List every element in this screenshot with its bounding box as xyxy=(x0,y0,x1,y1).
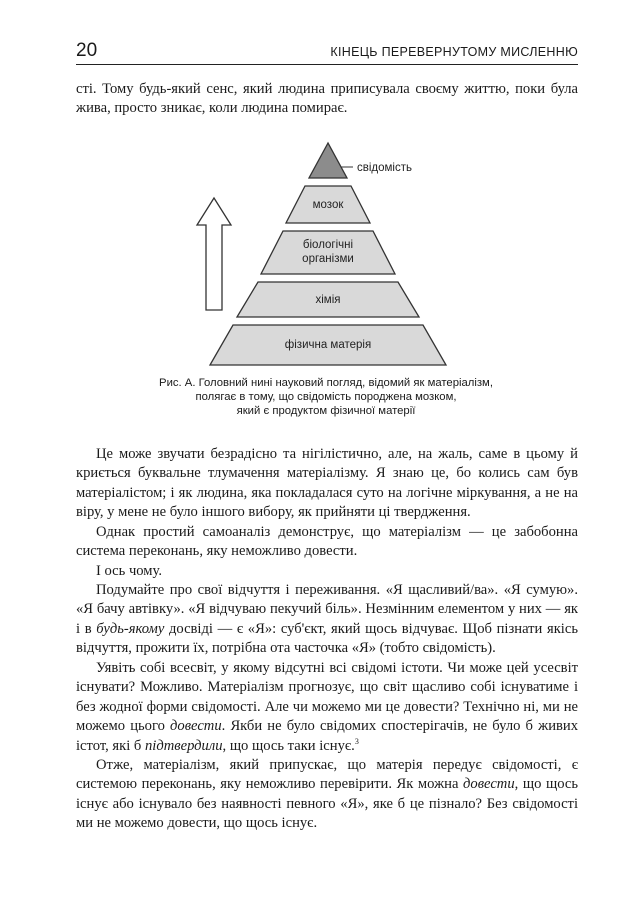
page-number: 20 xyxy=(76,40,98,61)
p5-emphasis-2: підтвердили xyxy=(144,737,223,754)
p6-text-b: , що щось існує або існувало без наявності певного «Я», яке б це пізнало? Без свідомості ми не можемо довести, що щось існує. xyxy=(76,776,578,832)
label-brain: мозок xyxy=(312,199,344,211)
p4-emphasis: будь-якому xyxy=(96,620,165,637)
paragraph-4 xyxy=(76,581,578,659)
pyramid-level-consciousness xyxy=(309,143,347,178)
p5-text-c: , що щось таки існує. xyxy=(222,737,355,754)
caption-line-1: Рис. А. Головний нині науковий погляд, відомий як матеріалізм, xyxy=(159,377,493,389)
upward-arrow-icon xyxy=(197,198,231,310)
page-header xyxy=(76,40,578,65)
p5-emphasis-1: довести xyxy=(170,718,222,735)
label-biological-line2: організми xyxy=(302,253,354,265)
footnote-marker: 3 xyxy=(354,736,359,746)
paragraph-2: Однак простий самоаналіз демонструє, що матеріалізм — це забобонна система переконань, яку неможливо довести. xyxy=(76,524,578,560)
label-chemistry: хімія xyxy=(315,294,341,306)
paragraph-3: І ось чому. xyxy=(96,563,163,579)
p4-text-b: досвіді — є «Я»: суб'єкт, який щось відчуває. Щоб пізнати якісь відчуття, прожити їх, потрібна ота часточка «Я» (тобто свідомість). xyxy=(76,620,578,657)
p5-text-a: Уявіть собі всесвіт, у якому відсутні всі свідомі істоти. Чи може цей усесвіт існувати? Можливо. Матеріалізм прогнозує, що світ щасливо собі існуватиме і без жодної форми свідомості. Але чи можемо ми це довести? Технічно ні, ми не можемо цього xyxy=(76,660,578,735)
paragraph-6 xyxy=(76,756,578,834)
p4-text-a: Подумайте про свої відчуття і переживання. «Я щасливий/ва». «Я сумую». «Я бачу автівку». «Я відчуваю пекучий біль». Незмінним елементом у них — як і в xyxy=(76,582,578,637)
p6-emphasis: довести xyxy=(463,776,515,793)
label-biological-line1: біологічні xyxy=(302,239,354,251)
label-physical-matter: фізична матерія xyxy=(284,339,372,351)
caption-line-3: який є продуктом фізичної матерії xyxy=(236,405,416,418)
figure-caption xyxy=(116,376,536,419)
p6-text-a: Отже, матеріалізм, який припускає, що матерія передує свідомості, є системою переконань, яку неможливо перевірити. Як можна xyxy=(76,757,578,793)
caption-line-2: полягає в тому, що свідомість породжена мозком, xyxy=(195,391,457,404)
paragraph-1: Це може звучати безрадісно та нігілістично, але, на жаль, саме в цьому й криється буквальне тлумачення матеріалізму. Я знаю це, бо колись сам був матеріалістом; і як людина, яка покладалася суто на логічне міркування, а не на віру, у мене не було іншого вибору, як прийняти ці твердження. xyxy=(76,446,578,521)
running-title: КІНЕЦЬ ПЕРЕВЕРНУТОМУ МИСЛЕННЮ xyxy=(330,45,578,59)
paragraph-5 xyxy=(76,659,578,756)
intro-paragraph: сті. Тому будь-який сенс, який людина приписувала своєму життю, поки була жива, просто зникає, коли людина помирає. xyxy=(76,81,578,117)
pyramid-figure xyxy=(192,140,462,372)
p5-text-b: . Якби не було свідомих спостерігачів, не було б живих істот, які б xyxy=(76,718,578,754)
label-consciousness: свідомість xyxy=(357,162,412,174)
